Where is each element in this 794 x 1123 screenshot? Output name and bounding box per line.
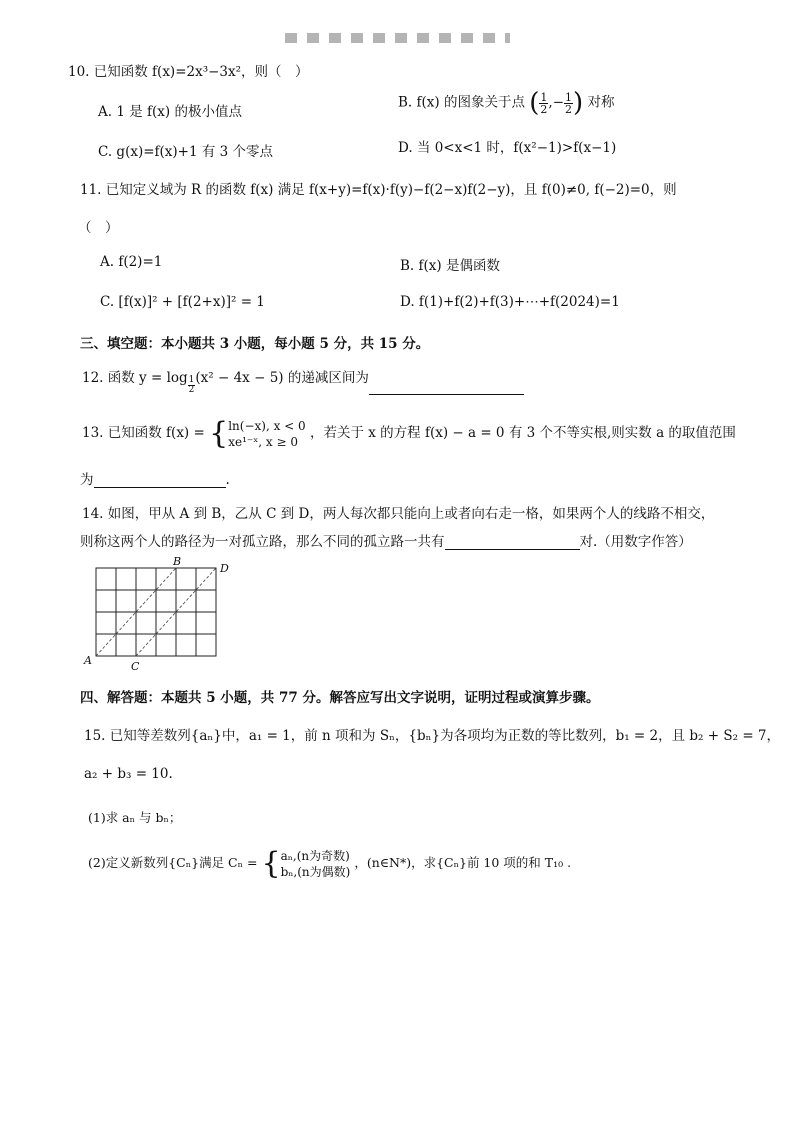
q10-option-b-post: 对称 — [587, 94, 615, 111]
q11-option-a: A. f(2)=1 — [100, 254, 163, 270]
q10-stem: 10. 已知函数 f(x)=2x³−3x²，则（ ） — [68, 64, 309, 80]
grid-label-a: A — [84, 654, 92, 667]
grid-label-b: B — [173, 556, 182, 568]
q13-post: ，若关于 x 的方程 f(x) − a = 0 有 3 个不等实根,则实数 a 的取值范围 — [309, 425, 736, 441]
q14-line-2 — [80, 530, 692, 550]
q10-option-b: B. f(x) 的图象关于点 ( $\frac{1}{2}$ ,− $\frac{1}{2}$ ) 对称 — [398, 88, 615, 118]
q12-base-num: 1 — [188, 375, 195, 385]
grid-label-d: D — [220, 562, 229, 575]
q13-line-2 — [80, 468, 230, 488]
grid-label-c: C — [131, 660, 140, 672]
q13-case-1: ln(−x), x < 0 — [228, 418, 306, 433]
q13-line2-pre: 为 — [80, 472, 94, 488]
q11-stem: 11. 已知定义域为 R 的函数 f(x) 满足 f(x+y)=f(x)·f(y)−f(2−x)f(2−y)，且 f(0)≠0, f(−2)=0，则 — [80, 182, 677, 198]
q13-line2-post: . — [225, 472, 230, 488]
q14-line2-pre: 则称这两个人的路径为一对孤立路，那么不同的孤立路一共有 — [80, 534, 445, 550]
q15-case-2: bₙ,(n为偶数) — [280, 864, 351, 879]
header-smudge — [285, 33, 510, 43]
q10-option-d: D. 当 0<x<1 时，f(x²−1)>f(x−1) — [398, 140, 617, 156]
q14-line2-post: 对.（用数字作答） — [579, 534, 692, 550]
q15-part-1: (1)求 aₙ 与 bₙ； — [88, 810, 182, 825]
q13-case-2: xe¹⁻ˣ, x ≥ 0 — [228, 434, 299, 449]
q15-part2-post: ，(n∈N*)，求{Cₙ}前 10 项的和 T₁₀ . — [354, 855, 572, 870]
q12-post: (x² − 4x − 5) 的递减区间为 — [195, 370, 369, 386]
q11-paren: （ ） — [78, 220, 119, 236]
q12 — [82, 366, 524, 395]
q13-pre: 13. 已知函数 f(x) = — [82, 425, 205, 441]
q10-option-c: C. g(x)=f(x)+1 有 3 个零点 — [98, 144, 274, 160]
section-3-heading: 三、填空题：本小题共 3 小题，每小题 5 分，共 15 分。 — [80, 336, 430, 352]
q15-part-2: (2)定义新数列{Cₙ}满足 Cₙ = { aₙ,(n为奇数) bₙ,(n为偶数) ，(n∈N*)，求{Cₙ}前 10 项的和 T₁₀ . — [88, 846, 572, 881]
q11-option-c: C. [f(x)]² + [f(2+x)]² = 1 — [100, 294, 265, 310]
q11-option-d: D. f(1)+f(2)+f(3)+⋯+f(2024)=1 — [400, 294, 620, 310]
q15-case-1: aₙ,(n为奇数) — [280, 848, 350, 863]
q14-line-1: 14. 如图，甲从 A 到 B，乙从 C 到 D，两人每次都只能向上或者向右走一格，如果两个人的线路不相交， — [82, 506, 715, 522]
q12-answer-blank — [369, 380, 524, 395]
q13: 13. 已知函数 f(x) = { ln(−x), x < 0 xe¹⁻ˣ, x ≥ 0 ，若关于 x 的方程 f(x) − a = 0 有 3 个不等实根,则实数 a 的取值范围 — [82, 416, 736, 451]
q11-option-b: B. f(x) 是偶函数 — [400, 258, 500, 274]
q15-line-2: a₂ + b₃ = 10. — [84, 766, 173, 782]
q15-line-1: 15. 已知等差数列{aₙ}中，a₁ = 1，前 n 项和为 Sₙ，{bₙ}为各项均为正数的等比数列，b₁ = 2，且 b₂ + S₂ = 7， — [84, 728, 781, 744]
q10-option-b-pre: B. f(x) 的图象关于点 — [398, 94, 525, 111]
q12-base-den: 2 — [188, 385, 195, 395]
q13-answer-blank — [94, 473, 226, 488]
q15-part2-pre: (2)定义新数列{Cₙ}满足 Cₙ = — [88, 855, 258, 870]
q14-grid-figure — [80, 556, 240, 672]
q12-pre: 12. 函数 y = log — [82, 370, 188, 386]
q14-answer-blank — [445, 535, 580, 550]
q10-option-a: A. 1 是 f(x) 的极小值点 — [98, 104, 242, 120]
section-4-heading: 四、解答题：本题共 5 小题，共 77 分。解答应写出文字说明，证明过程或演算步骤。 — [80, 690, 600, 706]
